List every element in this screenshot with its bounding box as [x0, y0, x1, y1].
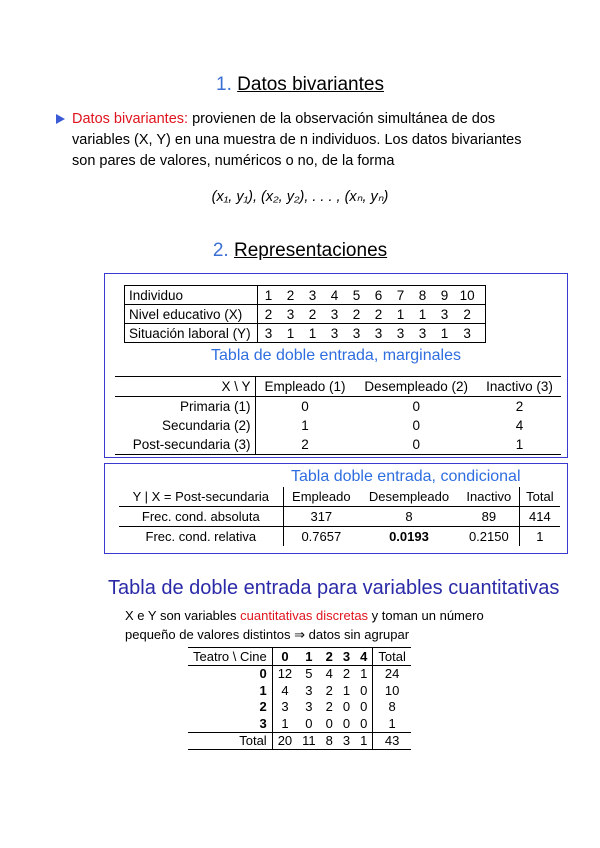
quant-total-label: Total	[188, 732, 272, 750]
conditional-cell: 89	[481, 509, 497, 524]
raw-data-cell: 6	[374, 287, 383, 303]
marginal-cell: 0	[412, 399, 420, 414]
conditional-header-cell: Y | X = Post-secundaria	[119, 487, 283, 507]
raw-data-cell: 2	[264, 306, 273, 322]
quant-row	[188, 665, 411, 682]
raw-data-row-label: Nivel educativo (X)	[125, 305, 258, 324]
raw-data-cell: 3	[418, 325, 427, 341]
raw-data-cell: 3	[264, 325, 273, 341]
raw-data-cell: 7	[396, 287, 405, 303]
marginal-row	[115, 416, 561, 435]
marginal-cell: 2	[301, 437, 309, 452]
raw-data-cell: 2	[352, 306, 361, 322]
section-1-heading	[0, 74, 600, 96]
quant-row-label: 2	[188, 699, 272, 716]
quant-header-cell: 2	[325, 648, 333, 664]
quant-cell: 0	[342, 699, 351, 715]
section-2-title: Representaciones	[233, 240, 388, 261]
desc-pre: X e Y son variables	[125, 608, 241, 623]
conditional-cell: 0.2150	[468, 529, 509, 544]
pairs-formula: (x₁, y₁), (x₂, y₂), . . . , (xₙ, yₙ)	[211, 189, 389, 205]
raw-data-cell: 1	[308, 325, 317, 341]
quant-cell: 5	[305, 666, 313, 682]
quant-row	[188, 715, 411, 732]
raw-data-cell: 3	[330, 306, 339, 322]
quant-header-cell: 4	[360, 648, 368, 664]
raw-data-row	[125, 324, 486, 343]
raw-data-cell: 2	[374, 306, 383, 322]
raw-data-cell: 1	[264, 287, 273, 303]
raw-data-cell: 1	[418, 306, 427, 322]
quant-cell: 24	[373, 665, 411, 682]
quant-row	[188, 699, 411, 716]
desc-highlight: cuantitativas discretas	[240, 608, 369, 623]
marginal-cell: 0	[412, 418, 420, 433]
conditional-table	[119, 487, 560, 546]
marginal-row-label: Primaria (1)	[115, 397, 255, 417]
quant-cell: 4	[281, 682, 289, 698]
conditional-header-cell: Empleado	[292, 489, 351, 504]
raw-data-cell: 3	[330, 325, 339, 341]
marginal-header-cell: Desempleado (2)	[364, 379, 468, 394]
conditional-cell: 8	[405, 509, 413, 524]
section-3-description	[125, 606, 525, 644]
marginal-cell: 1	[515, 437, 524, 452]
quant-header-cell: 1	[305, 648, 313, 664]
conditional-header-cell: Desempleado	[368, 489, 450, 504]
quant-total-cell: 20	[277, 733, 293, 749]
raw-data-cell: 10	[459, 287, 475, 303]
quant-header-cell: 3	[342, 648, 351, 664]
quant-header-cell: Total	[373, 648, 411, 666]
conditional-row	[119, 507, 560, 527]
conditional-row-label: Frec. cond. relativa	[119, 527, 283, 547]
raw-data-cell: 3	[308, 287, 317, 303]
conditional-cell: 317	[310, 509, 333, 524]
quant-cell: 1	[281, 715, 289, 731]
quant-cell: 1	[373, 715, 411, 732]
raw-data-cell: 3	[440, 306, 449, 322]
quant-total-cell: 11	[302, 733, 316, 749]
section-2-heading	[0, 240, 600, 262]
raw-data-cell: 3	[374, 325, 383, 341]
quant-total-cell: 8	[325, 733, 333, 749]
conditional-header-cell: Inactivo	[466, 489, 512, 504]
marginal-cell: 0	[412, 437, 420, 452]
quant-cell: 0	[305, 715, 313, 731]
representations-box	[104, 273, 568, 458]
marginal-table	[115, 376, 561, 455]
marginal-cell: 4	[515, 418, 524, 433]
quant-cell: 3	[305, 699, 313, 715]
raw-data-cell: 1	[396, 306, 405, 322]
section-1-title: Datos bivariantes	[237, 74, 384, 95]
marginal-cell: 2	[515, 399, 524, 414]
section-1-number: 1.	[216, 74, 232, 95]
raw-data-cell: 5	[352, 287, 361, 303]
quant-cell: 4	[325, 666, 333, 682]
quant-header-cell: 0	[281, 648, 289, 664]
raw-data-cell: 3	[396, 325, 405, 341]
quant-cell: 0	[360, 715, 368, 731]
raw-data-cell: 2	[308, 306, 317, 322]
quant-total-cell: 1	[360, 733, 368, 749]
marginal-header-cell: X \ Y	[115, 377, 255, 397]
quant-cell: 2	[325, 682, 333, 698]
conditional-row-label: Frec. cond. absoluta	[119, 507, 283, 527]
quant-row-label: 3	[188, 715, 272, 732]
quant-cell: 2	[342, 666, 351, 682]
conditional-cell: 0.7657	[301, 529, 342, 544]
conditional-cell: 1	[519, 527, 560, 547]
conditional-cell: 414	[519, 507, 560, 527]
quant-cell: 1	[360, 666, 368, 682]
marginal-cell: 1	[301, 418, 309, 433]
quant-cell: 8	[373, 699, 411, 716]
quant-cell: 0	[342, 715, 351, 731]
raw-data-cell: 1	[286, 325, 295, 341]
marginal-row	[115, 435, 561, 455]
conditional-table-caption: Tabla doble entrada, condicional	[291, 468, 521, 485]
marginal-cell: 0	[301, 399, 309, 414]
desc-post: y toman un número pequeño de valores distintos ⇒ datos sin agrupar	[125, 608, 484, 642]
bullet-paragraph	[72, 109, 542, 172]
quant-cell: 0	[360, 682, 368, 698]
quant-total-cell: 3	[342, 733, 351, 749]
conditional-header-cell: Total	[519, 487, 560, 507]
conditional-cell: 0.0193	[389, 529, 429, 544]
quantitative-table	[188, 647, 411, 750]
raw-data-row	[125, 305, 486, 324]
marginal-row	[115, 397, 561, 417]
quant-total-cell: 43	[373, 732, 411, 750]
bullet-triangle-icon	[56, 114, 65, 124]
raw-data-cell: 3	[286, 306, 295, 322]
raw-data-row	[125, 286, 486, 305]
marginal-row-label: Post-secundaria (3)	[115, 435, 255, 455]
raw-data-cell: 4	[330, 287, 339, 303]
quant-cell: 3	[281, 699, 289, 715]
quant-cell: 12	[277, 666, 293, 682]
quant-row-label: 1	[188, 682, 272, 699]
section-3-title: Tabla de doble entrada para variables cuantitativas	[108, 577, 560, 599]
quant-total-row	[188, 732, 411, 750]
marginal-table-caption: Tabla de doble entrada, marginales	[211, 347, 461, 364]
marginal-row-label: Secundaria (2)	[115, 416, 255, 435]
raw-data-row-label: Situación laboral (Y)	[125, 324, 258, 343]
quant-cell: 0	[325, 715, 333, 731]
raw-data-cell: 3	[463, 325, 471, 341]
raw-data-cell: 2	[286, 287, 295, 303]
quant-header-cell: Teatro \ Cine	[188, 648, 272, 666]
section-2-number: 2.	[212, 240, 229, 261]
quant-cell: 10	[373, 682, 411, 699]
bullet-term: Datos bivariantes:	[72, 111, 189, 127]
bullet-text: provienen de la observación simultánea de dos variables (X, Y) en una muestra de n individuos. Los datos bivariantes son pares de valores, numéricos o no, de la forma	[72, 111, 522, 169]
raw-data-cell: 3	[352, 325, 361, 341]
raw-data-cell: 1	[440, 325, 449, 341]
quant-cell: 3	[305, 682, 313, 698]
raw-data-cell: 8	[418, 287, 427, 303]
raw-data-cell: 2	[463, 306, 471, 322]
quant-row	[188, 682, 411, 699]
raw-data-cell: 9	[440, 287, 449, 303]
quant-cell: 1	[342, 682, 351, 698]
quant-cell: 0	[360, 699, 368, 715]
quant-cell: 2	[325, 699, 333, 715]
conditional-row	[119, 527, 560, 547]
quant-row-label: 0	[188, 665, 272, 682]
marginal-header-cell: Empleado (1)	[264, 379, 346, 394]
conditional-box	[104, 463, 568, 554]
raw-data-row-label: Individuo	[125, 286, 258, 305]
raw-data-table	[124, 285, 486, 343]
marginal-header-cell: Inactivo (3)	[486, 379, 553, 394]
